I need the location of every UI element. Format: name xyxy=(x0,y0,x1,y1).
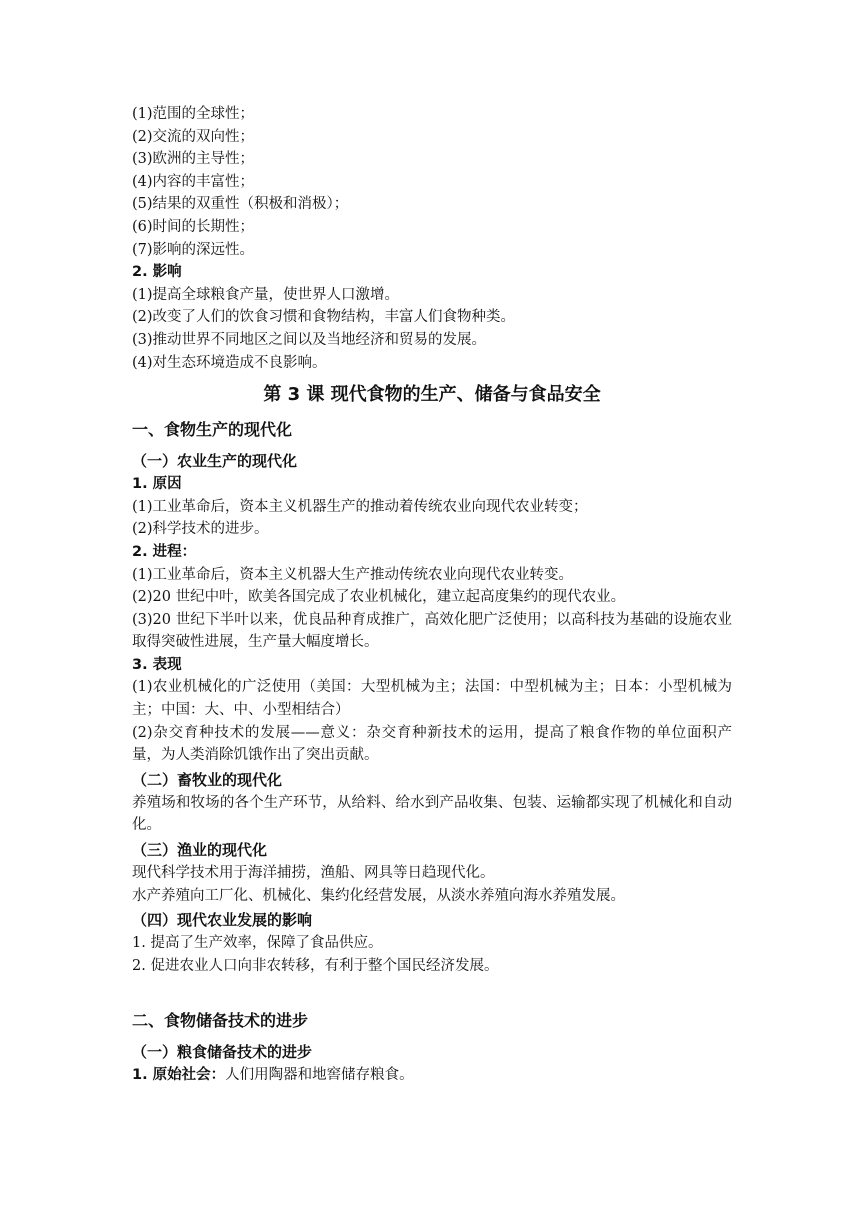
item-label: 1. 原始社会： xyxy=(132,1067,226,1084)
list-item: (4)内容的丰富性； xyxy=(132,173,255,190)
section2-heading: 二、食物储备技术的进步 xyxy=(132,1011,309,1031)
list-item xyxy=(132,1064,732,1087)
agri-heading: （一）农业生产的现代化 xyxy=(132,452,298,471)
list-item: (1)工业革命后，资本主义机器大生产推动传统农业向现代农业转变。 xyxy=(132,566,574,583)
item-text: 人们用陶器和地窖储存粮食。 xyxy=(225,1067,414,1084)
list-item: (1)工业革命后，资本主义机器生产的推动着传统农业向现代农业转变； xyxy=(132,498,588,515)
fishery-heading: （三）渔业的现代化 xyxy=(132,841,268,860)
features-list xyxy=(132,103,732,261)
performance-heading: 3. 表现 xyxy=(132,656,182,673)
impact-heading: 2. 影响 xyxy=(132,264,182,281)
livestock-heading: （二）畜牧业的现代化 xyxy=(132,770,283,789)
list-item: (2)交流的双向性； xyxy=(132,128,255,145)
list-item: 2. 促进农业人口向非农转移，有利于整个国民经济发展。 xyxy=(132,957,499,974)
list-item: (1)提高全球粮食产量，使世界人口激增。 xyxy=(132,286,400,303)
list-item: 现代科学技术用于海洋捕捞，渔船、网具等日趋现代化。 xyxy=(132,865,495,882)
list-item: (2)改变了人们的饮食习惯和食物结构，丰富人们食物种类。 xyxy=(132,309,516,326)
list-item: (2)杂交育种技术的发展——意义：杂交育种新技术的运用，提高了粮食作物的单位面积产量，为人类消除饥饿作出了突出贡献。 xyxy=(132,724,732,764)
impact-list xyxy=(132,284,732,374)
list-item: (3)20 世纪下半叶以来，优良品种育成推广，高效化肥广泛使用；以高科技为基础的设施农业取得突破性进展，生产量大幅度增长。 xyxy=(132,611,732,651)
list-item: (1)范围的全球性； xyxy=(132,106,255,122)
livestock-text: 养殖场和牧场的各个生产环节，从给料、给水到产品收集、包装、运输都实现了机械化和自动化。 xyxy=(132,794,732,834)
list-item: (2)20 世纪中叶，欧美各国完成了农业机械化，建立起高度集约的现代农业。 xyxy=(132,589,626,606)
list-item: (6)时间的长期性； xyxy=(132,218,255,235)
list-item: (3)推动世界不同地区之间以及当地经济和贸易的发展。 xyxy=(132,331,487,348)
list-item: (2)科学技术的进步。 xyxy=(132,521,269,538)
list-item: (5)结果的双重性（积极和消极）； xyxy=(132,196,349,213)
list-item: 1. 提高了生产效率，保障了食品供应。 xyxy=(132,935,383,952)
cause-heading: 1. 原因 xyxy=(132,476,182,493)
list-item: 水产养殖向工厂化、机械化、集约化经营发展，从淡水养殖向海水养殖发展。 xyxy=(132,887,625,904)
grain-heading: （一）粮食储备技术的进步 xyxy=(132,1043,313,1062)
spacer xyxy=(132,977,732,1005)
list-item: (1)农业机械化的广泛使用（美国：大型机械为主；法国：中型机械为主；日本：小型机械为主；中国：大、中、小型相结合） xyxy=(132,679,732,719)
section1-heading: 一、食物生产的现代化 xyxy=(132,420,293,440)
document-page xyxy=(132,103,732,1087)
list-item: (7)影响的深远性。 xyxy=(132,241,255,258)
modern-impact-heading: （四）现代农业发展的影响 xyxy=(132,911,313,930)
lesson-title: 第 3 课 现代食物的生产、储备与食品安全 xyxy=(263,384,601,406)
list-item: (3)欧洲的主导性； xyxy=(132,151,255,168)
process-heading: 2. 进程： xyxy=(132,543,197,560)
list-item: (4)对生态环境造成不良影响。 xyxy=(132,354,327,371)
